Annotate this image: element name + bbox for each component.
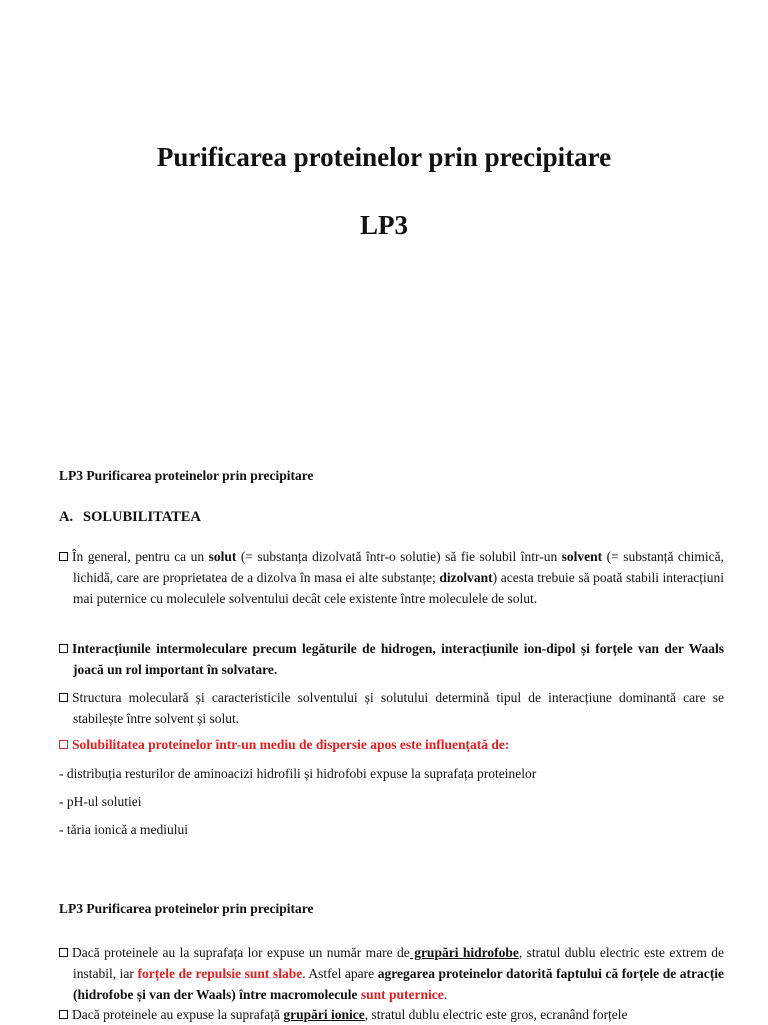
checkbox-bullet-icon [59,644,68,653]
page-title: Purificarea proteinelor prin precipitare [156,142,612,172]
section-heading [59,509,201,526]
list-item: - tăria ionică a mediului [59,822,188,837]
bold-term: solvent [561,549,603,564]
checkbox-bullet-icon [59,552,68,561]
page-subtitle: LP3 [359,210,408,240]
checkbox-bullet-icon [59,948,68,957]
checkbox-bullet-icon [59,1010,68,1019]
heading-letter: A. [59,509,74,525]
underlined-term: grupări ionice [283,1007,365,1022]
text-run: , stratul dublu electric este extrem de instabil, iar [73,945,725,981]
text-run: Dacă proteinele au expuse la suprafață [72,1007,284,1022]
section-header: LP3 Purificarea proteinelor prin precipitare [59,468,314,483]
red-term: sunt puternice [357,987,444,1002]
text-run: (= substanță chimică, lichidă, care are proprietatea de a dizolva în masa ei alte substanțe; [73,549,724,585]
paragraph-solubility-general [59,546,724,609]
text-run: . [443,987,448,1002]
text-run: În general, pentru ca un [72,549,209,564]
paragraph-ionic [59,1004,724,1025]
red-term: forțele de repulsie sunt slabe [137,966,303,981]
bold-term: solut [208,549,237,564]
list-item: - distribuția resturilor de aminoacizi hidrofili și hidrofobi expuse la suprafața proteinelor [59,766,537,781]
text-run: Structura moleculară și caracteristicile solventului și solutului determină tipul de interacțiune dominantă care se stabilește între solvent și solut. [72,690,724,726]
bold-term: agregarea proteinelor datorită faptului că forțele de atracție (hidrofobe și van der Waals) între macromolecule [73,966,725,1002]
paragraph-structure [59,687,724,729]
text-run: Dacă proteinele au la suprafața lor expuse un număr mare de [72,945,410,960]
underlined-term: grupări hidrofobe [409,945,519,960]
red-heading [59,737,509,753]
text-run: Interacțiunile intermoleculare precum legăturile de hidrogen, interacțiunile ion-dipol și forțele van der Waals joacă un rol important în solvatare. [72,641,724,677]
section-header: LP3 Purificarea proteinelor prin precipitare [59,901,314,916]
list-item: - pH-ul solutiei [59,794,142,809]
paragraph-hydrophobic [59,942,724,1005]
bold-term: dizolvant [439,570,493,585]
checkbox-bullet-icon [59,693,68,702]
text-run: . Astfel apare [302,966,378,981]
heading-text: SOLUBILITATEA [83,509,201,525]
text-run: , stratul dublu electric este gros, ecranând forțele [364,1007,628,1022]
checkbox-bullet-icon [59,740,68,749]
paragraph-interactions [59,638,724,680]
text-run: Solubilitatea proteinelor într-un mediu de dispersie apos este influențată de: [72,737,510,752]
text-run: ) acesta trebuie să poată stabili interacțiuni mai puternice cu moleculele solventului decât cele existente între moleculele de solut. [73,570,725,606]
text-run: (= substanța dizolvată într-o solutie) să fie solubil într-un [236,549,562,564]
